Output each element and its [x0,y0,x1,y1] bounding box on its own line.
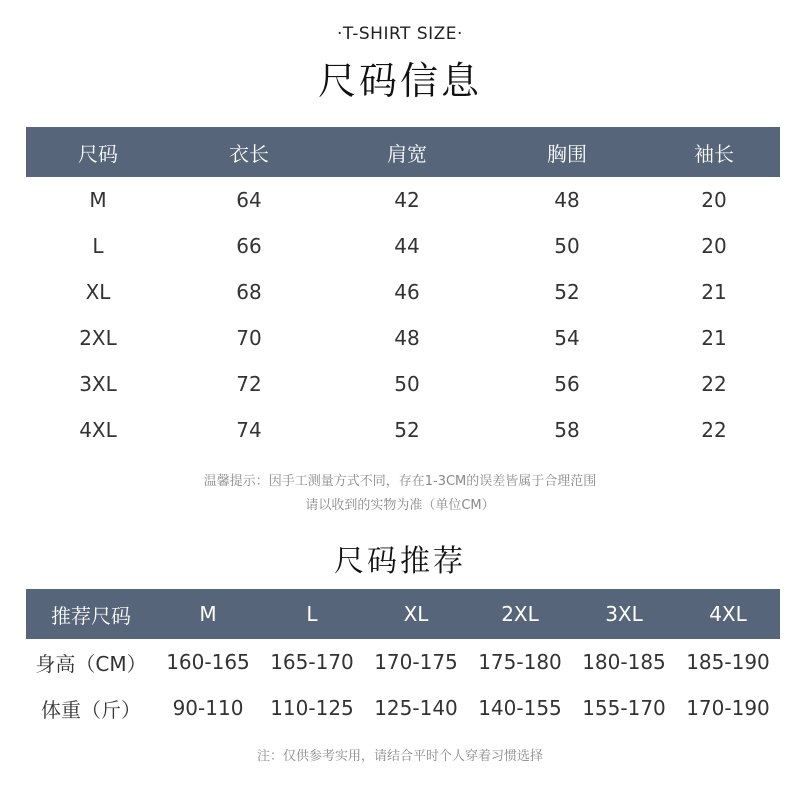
table-cell: M [89,188,107,212]
page-title: 尺码信息 [317,59,482,103]
table-row [26,407,780,453]
table-cell: XL [85,280,111,304]
table-row [26,361,780,407]
table-cell: 21 [701,326,727,350]
size-table-header [26,127,780,177]
measurement-tip-unit: 请以收到的实物为准（单位CM） [305,498,495,513]
table-cell: 体重（斤） [41,697,141,722]
table-cell: 64 [236,188,262,212]
table-cell: 身高（CM） [35,651,147,676]
recommend-table [26,589,780,731]
table-row [26,315,780,361]
header-cell: M [156,589,260,639]
table-cell: 160-165 [166,650,250,674]
table-cell: L [92,234,104,258]
header-cell: 肩宽 [328,127,486,177]
table-cell: 125-140 [374,696,458,720]
table-cell: 170-175 [374,650,458,674]
header-cell: 衣长 [170,127,328,177]
footer-note: 注：仅供参考实用，请结合平时个人穿着习惯选择 [256,749,543,764]
size-table [26,127,780,453]
measurement-tip: 温馨提示：因手工测量方式不同，存在1-3CM的误差皆属于合理范围 [203,474,597,489]
table-cell: 48 [394,326,420,350]
table-cell: 180-185 [582,650,666,674]
table-cell: 66 [236,234,262,258]
table-cell: 4XL [79,418,117,442]
table-cell: 21 [701,280,727,304]
header-cell: 袖长 [648,127,780,177]
header-cell: XL [364,589,468,639]
table-cell: 46 [394,280,420,304]
table-cell: 2XL [79,326,117,350]
table-cell: 48 [554,188,580,212]
table-cell: 3XL [79,372,117,396]
table-cell: 90-110 [172,696,244,720]
table-cell: 50 [394,372,420,396]
table-cell: 140-155 [478,696,562,720]
table-cell: 72 [236,372,262,396]
table-cell: 56 [554,372,580,396]
recommend-title: 尺码推荐 [334,544,466,579]
table-cell: 22 [701,418,727,442]
table-cell: 20 [701,188,727,212]
table-row [26,177,780,223]
table-cell: 52 [394,418,420,442]
table-cell: 70 [236,326,262,350]
table-cell: 185-190 [686,650,770,674]
table-cell: 54 [554,326,580,350]
table-cell: 155-170 [582,696,666,720]
header-cell: 3XL [572,589,676,639]
table-row [26,269,780,315]
table-cell: 50 [554,234,580,258]
subtitle: ·T-SHIRT SIZE· [337,24,463,44]
header-cell: 2XL [468,589,572,639]
table-cell: 22 [701,372,727,396]
table-cell: 170-190 [686,696,770,720]
table-cell: 42 [394,188,420,212]
table-row [26,223,780,269]
table-cell: 165-170 [270,650,354,674]
table-cell: 58 [554,418,580,442]
header-cell: 尺码 [26,127,170,177]
table-cell: 52 [554,280,580,304]
header-cell: 胸围 [486,127,648,177]
table-cell: 175-180 [478,650,562,674]
header-cell: 推荐尺码 [26,589,156,639]
header-cell: 4XL [676,589,780,639]
table-cell: 44 [394,234,420,258]
table-cell: 110-125 [270,696,354,720]
table-cell: 20 [701,234,727,258]
table-cell: 68 [236,280,262,304]
table-cell: 74 [236,418,262,442]
header-cell: L [260,589,364,639]
recommend-table-header [26,589,780,639]
table-row [26,639,780,685]
table-row [26,685,780,731]
